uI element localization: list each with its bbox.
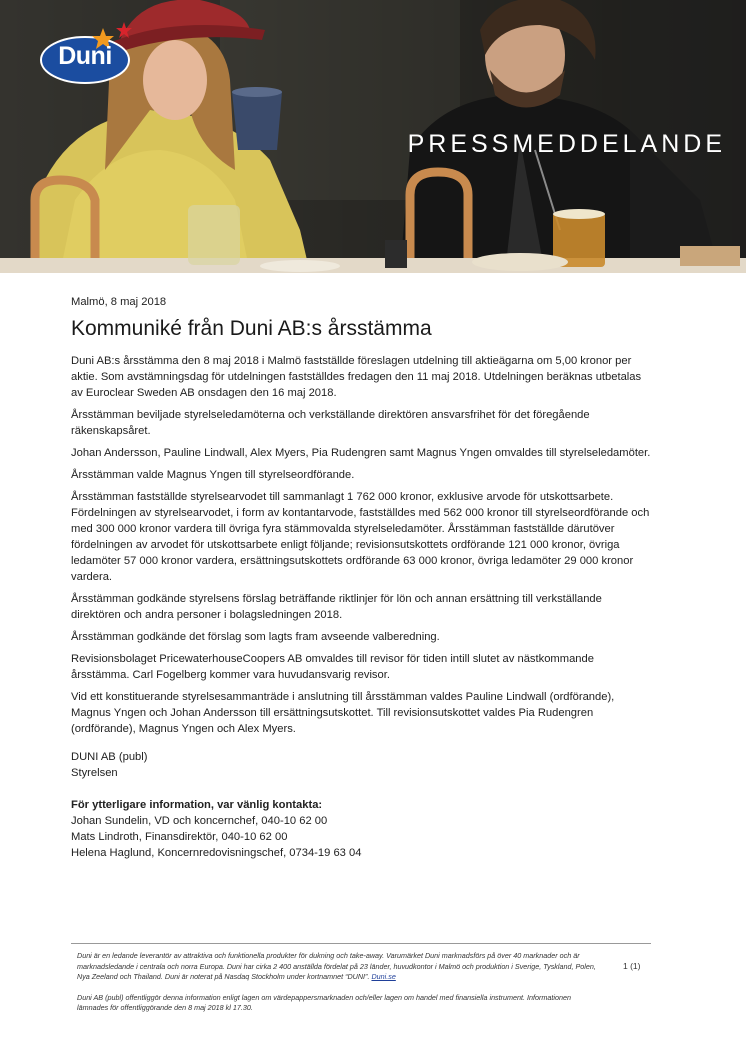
signature-board: Styrelsen xyxy=(71,767,118,779)
paragraph: Duni AB:s årsstämma den 8 maj 2018 i Malmö fastställde föreslagen utdelning till aktieägarna om 5,00 kronor per aktie. Som avstämningsdag för utdelningen fastställdes fredagen den 11 maj 2018. Utdelningen beräknas utbetalas av Euroclear Sweden AB onsdagen den 16 maj 2018. xyxy=(71,355,642,399)
footer-divider xyxy=(71,943,651,944)
footer xyxy=(77,951,597,1024)
signature-company: DUNI AB (publ) xyxy=(71,751,148,763)
paragraph: Årsstämman beviljade styrelseledamöterna och verkställande direktören ansvarsfrihet för det föregående räkenskapsåret. xyxy=(71,409,590,437)
release-date: Malmö, 8 maj 2018 xyxy=(71,296,167,308)
contact-heading: För ytterligare information, var vänlig kontakta: xyxy=(71,799,323,811)
contact-section xyxy=(71,797,651,861)
paragraph: Årsstämman godkände det förslag som lagts fram avseende valberedning. xyxy=(71,631,440,643)
contact-person: Johan Sundelin, VD och koncernchef, 040-10 62 00 xyxy=(71,815,328,827)
paragraph: Årsstämman godkände styrelsens förslag beträffande riktlinjer för lön och annan ersättning till verkställande direktören och andra personer i bolagsledningen 2018. xyxy=(71,593,602,621)
footer-disclosure: Duni AB (publ) offentliggör denna information enligt lagen om värdepappersmarknaden och/eller lagen om handel med finansiella instrument. Informationen lämnades för offentliggörande den 8 maj 2018 kl 17.30. xyxy=(77,992,571,1012)
duni-logo xyxy=(40,18,136,84)
duni-website-link[interactable]: Duni.se xyxy=(371,972,396,981)
paragraph: Revisionsbolaget PricewaterhouseCoopers AB omvaldes till revisor för tiden intill slutet av nästkommande årsstämma. Carl Fogelberg kommer vara huvudansvarig revisor. xyxy=(71,653,594,681)
paragraph: Vid ett konstituerande styrelsesammanträde i anslutning till årsstämman valdes Pauline Lindwall (ordförande), Magnus Yngen och Johan Andersson till ersättningsutskottet. Till revisionsutskottet valdes Pia Rudengren (ordförande), Magnus Yngen och Alex Myers. xyxy=(71,691,615,735)
page-title: PRESSMEDDELANDE xyxy=(407,130,726,158)
paragraph: Johan Andersson, Pauline Lindwall, Alex Myers, Pia Rudengren samt Magnus Yngen omvaldes till styrelseledamöter. xyxy=(71,447,651,459)
footer-about-text: Duni är en ledande leverantör av attraktiva och funktionella produkter för dukning och take-away. Varumärket Duni marknadsförs på över 40 marknader och är marknadsledande i centrala och norra Europa. Duni har cirka 2 400 anställda fördelat på 23 länder, huvudkontor i Malmö och produktion i Sverige, Tyskland, Polen, Nya Zeeland och Thailand. Duni är noterat på Nasdaq Stockholm under kortnamnet “DUNI”. xyxy=(77,951,596,981)
page-number: 1 (1) xyxy=(623,961,641,971)
paragraph: Årsstämman fastställde styrelsearvodet till sammanlagt 1 762 000 kronor, exklusive arvode för utskottsarbete. Fördelningen av styrelsearvodet, i form av kontantarvode, fastställdes med 562 000 kronor till styrelseordförande och med 300 000 kronor vardera till övriga fyra stämmovalda styrelseledamöter. Årsstämman fastställde därutöver fördelningen av arvodet för utskottsarbete enligt följande; revisionsutskottets ordförande 121 000 kronor, övriga ledamöter 57 000 kronor vardera, ersättningsutskottets ordförande 63 000 kronor, övriga ledamöter 29 000 kronor vardera. xyxy=(71,491,650,583)
brand-name: Duni xyxy=(58,42,112,70)
contact-person: Mats Lindroth, Finansdirektör, 040-10 62 00 xyxy=(71,831,288,843)
press-release-body xyxy=(71,294,651,861)
contact-person: Helena Haglund, Koncernredovisningschef, 0734-19 63 04 xyxy=(71,847,362,859)
headline: Kommuniké från Duni AB:s årsstämma xyxy=(71,317,432,340)
signature xyxy=(71,749,651,781)
paragraph: Årsstämman valde Magnus Yngen till styrelseordförande. xyxy=(71,469,355,481)
hero-photo xyxy=(0,0,746,273)
footer-about xyxy=(77,951,597,983)
